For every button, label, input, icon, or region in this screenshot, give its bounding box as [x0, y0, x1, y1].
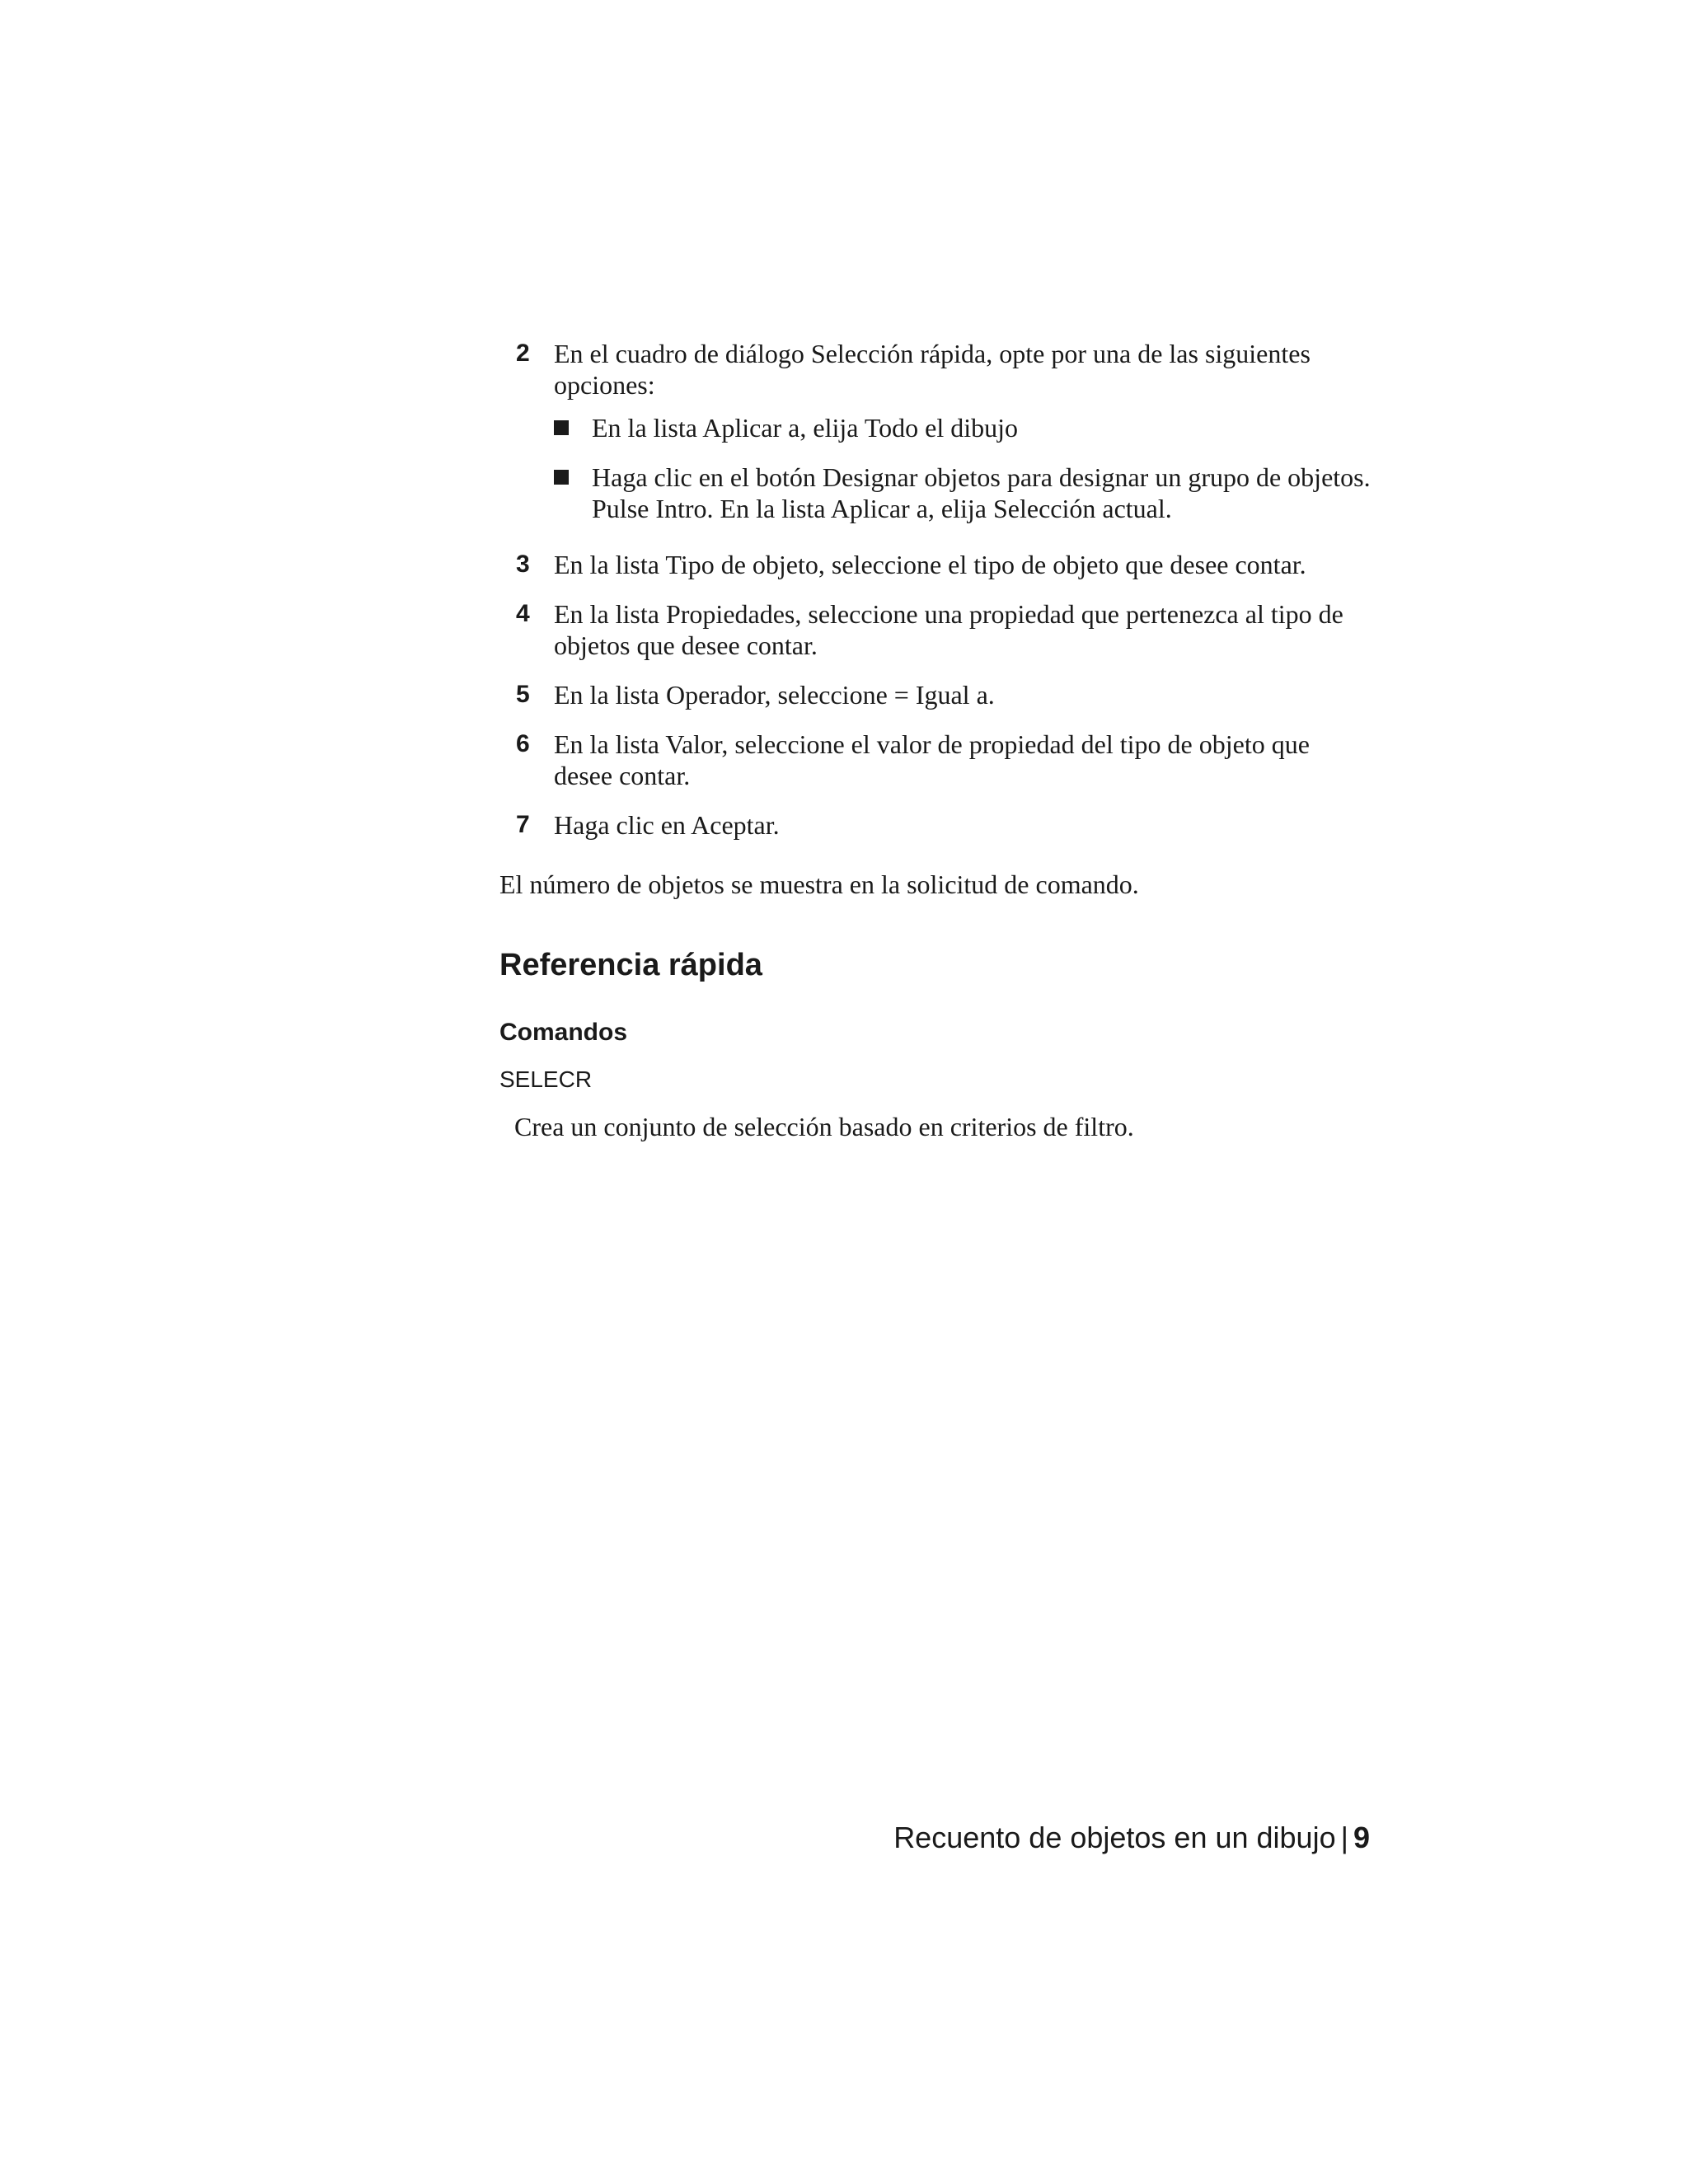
bullet-item: [554, 412, 1373, 443]
page-content: [499, 338, 1373, 1142]
step-item: [499, 338, 1373, 524]
step-text: En la lista Tipo de objeto, seleccione el tipo de objeto que desee contar.: [554, 550, 1306, 579]
step-text: Haga clic en Aceptar.: [554, 810, 780, 840]
section-heading: Referencia rápida: [499, 948, 762, 982]
page-number: 9: [1353, 1821, 1370, 1854]
step-item: [499, 598, 1373, 661]
square-bullet-icon: [554, 420, 569, 435]
bullet-list: [554, 412, 1373, 524]
footer-separator: |: [1340, 1821, 1348, 1854]
step-item: [499, 809, 1373, 841]
step-text: En la lista Operador, seleccione = Igual a.: [554, 680, 995, 710]
bullet-item: [554, 462, 1373, 524]
step-number: 3: [516, 551, 530, 578]
step-text: En la lista Valor, seleccione el valor de propiedad del tipo de objeto que desee contar.: [554, 729, 1310, 790]
result-paragraph: El número de objetos se muestra en la solicitud de comando.: [499, 869, 1139, 899]
step-number: 2: [516, 340, 530, 367]
footer-title: Recuento de objetos en un dibujo: [893, 1821, 1336, 1854]
step-item: [499, 549, 1373, 580]
command-description: Crea un conjunto de selección basado en criterios de filtro.: [514, 1112, 1134, 1141]
bullet-text: En la lista Aplicar a, elija Todo el dibujo: [592, 413, 1019, 443]
page-footer: [893, 1820, 1370, 1856]
subheading: Comandos: [499, 1019, 628, 1046]
step-number: 7: [516, 811, 530, 838]
step-number: 6: [516, 730, 530, 757]
command-name: SELECR: [499, 1066, 593, 1092]
step-number: 5: [516, 681, 530, 708]
step-item: [499, 729, 1373, 791]
bullet-text: Haga clic en el botón Designar objetos para designar un grupo de objetos. Pulse Intro. En la lista Aplicar a, elija Selección actual.: [592, 462, 1371, 523]
step-text: En el cuadro de diálogo Selección rápida, opte por una de las siguientes opciones:: [554, 339, 1311, 400]
step-text: En la lista Propiedades, seleccione una propiedad que pertenezca al tipo de objetos que desee contar.: [554, 599, 1343, 660]
square-bullet-icon: [554, 470, 569, 485]
step-item: [499, 679, 1373, 710]
step-number: 4: [516, 600, 530, 627]
